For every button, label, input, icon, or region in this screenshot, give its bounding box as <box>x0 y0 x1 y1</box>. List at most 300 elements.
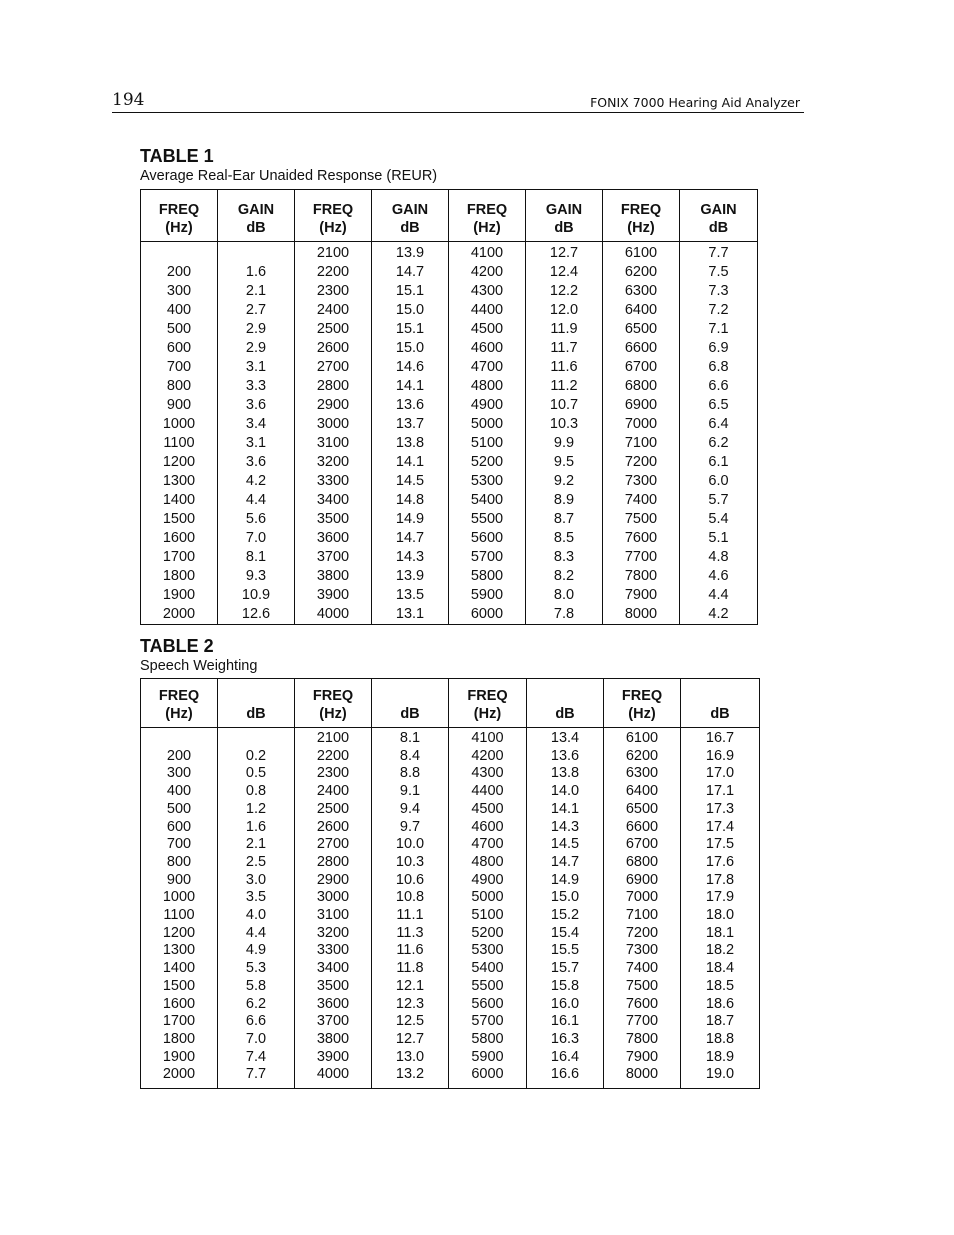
table-row <box>141 1066 760 1088</box>
gain-cell: 12.7 <box>526 242 603 264</box>
table-row <box>141 282 758 301</box>
db-cell: 5.8 <box>218 978 295 996</box>
freq-cell: 6700 <box>604 836 681 854</box>
db-cell: 17.9 <box>681 889 760 907</box>
gain-cell: 8.3 <box>526 548 603 567</box>
gain-cell: 12.0 <box>526 301 603 320</box>
db-cell: 0.8 <box>218 783 295 801</box>
gain-cell: 8.2 <box>526 567 603 586</box>
freq-cell: 4700 <box>449 836 527 854</box>
reur-table-body <box>141 242 758 625</box>
freq-cell: 7600 <box>604 996 681 1014</box>
freq-cell: 5200 <box>449 925 527 943</box>
freq-cell: 1900 <box>162 1048 196 1065</box>
db-cell: 15.5 <box>527 942 604 960</box>
freq-cell: 2500 <box>295 801 372 819</box>
freq-cell: 6500 <box>604 801 681 819</box>
freq-cell: 1300 <box>162 473 196 489</box>
db-cell: 16.9 <box>681 748 760 766</box>
freq-cell: 5400 <box>449 960 527 978</box>
freq-cell: 5100 <box>449 434 526 453</box>
gain-cell: 6.0 <box>680 472 758 491</box>
gain-cell: 13.1 <box>372 605 449 625</box>
db-cell: 8.8 <box>372 765 449 783</box>
table-row <box>141 783 760 801</box>
freq-cell: 3300 <box>295 942 372 960</box>
table-row <box>141 491 758 510</box>
freq-cell: 7400 <box>603 491 680 510</box>
gain-cell: 9.3 <box>218 567 295 586</box>
freq-cell: 7700 <box>604 1013 681 1031</box>
gain-cell: 14.5 <box>372 472 449 491</box>
gain-cell: 8.1 <box>218 548 295 567</box>
freq-cell: 1500 <box>162 511 196 527</box>
table1-title: TABLE 1 <box>140 146 214 166</box>
db-cell: 14.5 <box>527 836 604 854</box>
table-row <box>141 836 760 854</box>
gain-cell: 2.1 <box>218 282 295 301</box>
freq-cell: 7300 <box>604 942 681 960</box>
db-cell: 18.6 <box>681 996 760 1014</box>
column-header <box>295 190 372 242</box>
freq-cell: 1900 <box>162 587 196 603</box>
freq-cell: 500 <box>166 321 192 337</box>
freq-cell: 1800 <box>162 568 196 584</box>
freq-cell: 2800 <box>295 854 372 872</box>
freq-cell: 7500 <box>603 510 680 529</box>
freq-cell: 6200 <box>603 263 680 282</box>
freq-cell: 1500 <box>162 977 196 994</box>
db-cell: 16.6 <box>527 1066 604 1088</box>
gain-cell: 11.7 <box>526 339 603 358</box>
freq-cell: 7900 <box>604 1049 681 1067</box>
header-line-1: FREQ <box>158 688 200 704</box>
column-header <box>141 190 218 242</box>
table-row <box>141 960 760 978</box>
gain-cell: 11.2 <box>526 377 603 396</box>
freq-cell: 3800 <box>295 567 372 586</box>
db-cell: 13.4 <box>527 728 604 748</box>
gain-cell: 7.2 <box>680 301 758 320</box>
gain-cell: 13.7 <box>372 415 449 434</box>
gain-cell: 6.8 <box>680 358 758 377</box>
column-header <box>449 679 527 728</box>
freq-cell: 7000 <box>604 889 681 907</box>
gain-cell: 13.8 <box>372 434 449 453</box>
freq-cell: 2700 <box>295 836 372 854</box>
freq-cell: 2100 <box>295 728 372 748</box>
gain-cell: 6.9 <box>680 339 758 358</box>
gain-cell: 3.1 <box>218 358 295 377</box>
freq-cell: 2800 <box>295 377 372 396</box>
column-header <box>295 679 372 728</box>
freq-cell: 2500 <box>295 320 372 339</box>
header-line-2: dB <box>554 220 574 236</box>
freq-cell: 200 <box>166 264 192 280</box>
db-cell: 19.0 <box>681 1066 760 1088</box>
gain-cell: 6.6 <box>680 377 758 396</box>
gain-cell: 14.7 <box>372 529 449 548</box>
db-cell: 11.1 <box>372 907 449 925</box>
table-row <box>141 586 758 605</box>
freq-cell: 4900 <box>449 872 527 890</box>
db-cell: 8.1 <box>372 728 449 748</box>
gain-cell: 5.6 <box>218 510 295 529</box>
freq-cell: 5000 <box>449 889 527 907</box>
freq-cell: 1300 <box>162 942 196 959</box>
freq-cell: 7100 <box>603 434 680 453</box>
table1-subtitle: Average Real-Ear Unaided Response (REUR) <box>140 168 438 184</box>
gain-cell: 3.1 <box>218 434 295 453</box>
gain-cell: 12.4 <box>526 263 603 282</box>
page-number: 194 <box>112 90 145 110</box>
freq-cell: 7400 <box>604 960 681 978</box>
freq-cell: 3100 <box>295 907 372 925</box>
gain-cell: 8.9 <box>526 491 603 510</box>
db-cell: 17.3 <box>681 801 760 819</box>
freq-cell: 300 <box>166 765 192 782</box>
db-cell: 14.9 <box>527 872 604 890</box>
freq-cell: 7800 <box>604 1031 681 1049</box>
column-header <box>603 190 680 242</box>
db-cell: 4.4 <box>218 925 295 943</box>
freq-cell: 400 <box>166 783 192 800</box>
gain-cell: 3.4 <box>218 415 295 434</box>
freq-cell: 4400 <box>449 783 527 801</box>
gain-cell: 7.1 <box>680 320 758 339</box>
freq-cell: 3000 <box>295 415 372 434</box>
freq-cell: 7600 <box>603 529 680 548</box>
freq-cell: 4300 <box>449 765 527 783</box>
gain-cell: 10.7 <box>526 396 603 415</box>
table-row <box>141 396 758 415</box>
reur-table-header <box>141 190 758 242</box>
header-line-2: (Hz) <box>165 706 193 722</box>
db-cell: 10.3 <box>372 854 449 872</box>
db-cell: 3.0 <box>218 872 295 890</box>
freq-cell: 5900 <box>449 586 526 605</box>
db-cell: 4.0 <box>218 907 295 925</box>
gain-cell: 3.3 <box>218 377 295 396</box>
db-cell: 11.6 <box>372 942 449 960</box>
gain-cell: 4.2 <box>680 605 758 625</box>
freq-cell: 6300 <box>603 282 680 301</box>
db-cell: 18.1 <box>681 925 760 943</box>
freq-cell: 6300 <box>604 765 681 783</box>
running-head: FONIX 7000 Hearing Aid Analyzer <box>590 95 800 110</box>
freq-cell: 700 <box>166 359 192 375</box>
header-line-1: FREQ <box>466 202 508 218</box>
freq-cell: 1000 <box>162 889 196 906</box>
gain-cell: 4.6 <box>680 567 758 586</box>
gain-cell: 6.4 <box>680 415 758 434</box>
gain-cell: 13.6 <box>372 396 449 415</box>
freq-cell: 1400 <box>162 960 196 977</box>
header-row <box>141 679 760 728</box>
freq-cell: 3500 <box>295 510 372 529</box>
freq-cell: 4000 <box>295 1066 372 1088</box>
table-row <box>141 748 760 766</box>
db-cell: 7.0 <box>218 1031 295 1049</box>
freq-cell: 7000 <box>603 415 680 434</box>
db-cell: 18.4 <box>681 960 760 978</box>
freq-cell: 1600 <box>162 530 196 546</box>
column-header <box>218 679 295 728</box>
gain-cell: 5.4 <box>680 510 758 529</box>
db-cell: 15.4 <box>527 925 604 943</box>
db-cell: 7.7 <box>218 1066 295 1088</box>
db-cell: 1.2 <box>218 801 295 819</box>
db-cell: 18.0 <box>681 907 760 925</box>
table2-title: TABLE 2 <box>140 636 214 656</box>
db-cell: 14.0 <box>527 783 604 801</box>
header-line-2: (Hz) <box>628 706 656 722</box>
db-cell: 9.1 <box>372 783 449 801</box>
table-row <box>141 872 760 890</box>
gain-cell: 14.1 <box>372 377 449 396</box>
freq-cell: 7200 <box>603 453 680 472</box>
gain-cell: 13.9 <box>372 567 449 586</box>
table-row <box>141 1049 760 1067</box>
freq-cell: 6500 <box>603 320 680 339</box>
db-cell: 8.4 <box>372 748 449 766</box>
table-row <box>141 728 760 748</box>
column-header <box>218 190 295 242</box>
table-row <box>141 263 758 282</box>
freq-cell: 6000 <box>449 1066 527 1088</box>
freq-cell: 6200 <box>604 748 681 766</box>
table-row <box>141 1031 760 1049</box>
gain-cell: 5.7 <box>680 491 758 510</box>
freq-cell: 5300 <box>449 472 526 491</box>
table-row <box>141 415 758 434</box>
freq-cell: 5900 <box>449 1049 527 1067</box>
freq-cell: 3300 <box>295 472 372 491</box>
table-row <box>141 358 758 377</box>
freq-cell: 4100 <box>449 728 527 748</box>
freq-cell: 4200 <box>449 748 527 766</box>
freq-cell: 5400 <box>449 491 526 510</box>
table-row <box>141 978 760 996</box>
gain-cell: 15.1 <box>372 320 449 339</box>
freq-cell: 3100 <box>295 434 372 453</box>
header-line-1 <box>527 687 603 705</box>
freq-cell: 200 <box>166 747 192 764</box>
freq-cell: 3700 <box>295 548 372 567</box>
freq-cell: 4500 <box>449 320 526 339</box>
gain-cell: 10.9 <box>218 586 295 605</box>
header-line-2: dB <box>400 220 420 236</box>
freq-cell: 900 <box>166 397 192 413</box>
table-row <box>141 765 760 783</box>
freq-cell: 4000 <box>295 605 372 625</box>
speech-weighting-table-body <box>141 728 760 1089</box>
gain-cell: 14.8 <box>372 491 449 510</box>
freq-cell: 5300 <box>449 942 527 960</box>
table-row <box>141 925 760 943</box>
freq-cell: 5600 <box>449 529 526 548</box>
freq-cell: 5700 <box>449 1013 527 1031</box>
freq-cell: 6100 <box>604 728 681 748</box>
db-cell: 7.4 <box>218 1049 295 1067</box>
column-header <box>526 190 603 242</box>
gain-cell: 9.9 <box>526 434 603 453</box>
gain-cell: 14.7 <box>372 263 449 282</box>
gain-cell: 13.9 <box>372 242 449 264</box>
db-cell: 10.8 <box>372 889 449 907</box>
db-cell: 0.5 <box>218 765 295 783</box>
table-row <box>141 854 760 872</box>
freq-cell: 1400 <box>162 492 196 508</box>
db-cell: 10.0 <box>372 836 449 854</box>
gain-cell: 7.3 <box>680 282 758 301</box>
db-cell: 12.5 <box>372 1013 449 1031</box>
table-row <box>141 567 758 586</box>
freq-cell: 4100 <box>449 242 526 264</box>
freq-cell: 3600 <box>295 529 372 548</box>
freq-cell: 2600 <box>295 339 372 358</box>
freq-cell: 600 <box>166 340 192 356</box>
db-cell: 16.0 <box>527 996 604 1014</box>
gain-cell: 14.9 <box>372 510 449 529</box>
gain-cell: 11.9 <box>526 320 603 339</box>
freq-cell: 2200 <box>295 263 372 282</box>
gain-cell: 7.0 <box>218 529 295 548</box>
freq-cell: 2300 <box>295 765 372 783</box>
db-cell: 16.7 <box>681 728 760 748</box>
db-cell: 9.4 <box>372 801 449 819</box>
db-cell: 13.6 <box>527 748 604 766</box>
db-cell: 15.8 <box>527 978 604 996</box>
header-line-2: (Hz) <box>473 706 502 722</box>
freq-cell: 1200 <box>162 454 196 470</box>
table-row <box>141 548 758 567</box>
freq-cell: 1000 <box>162 416 196 432</box>
table-row <box>141 242 758 264</box>
gain-cell: 6.1 <box>680 453 758 472</box>
freq-cell: 5700 <box>449 548 526 567</box>
db-cell: 17.0 <box>681 765 760 783</box>
table-row <box>141 819 760 837</box>
gain-cell: 8.0 <box>526 586 603 605</box>
db-cell: 2.5 <box>218 854 295 872</box>
freq-cell: 1600 <box>162 995 196 1012</box>
page-header <box>112 90 804 113</box>
freq-cell: 2900 <box>295 396 372 415</box>
gain-cell: 8.5 <box>526 529 603 548</box>
freq-cell: 800 <box>166 378 192 394</box>
table-row <box>141 801 760 819</box>
gain-cell: 15.0 <box>372 301 449 320</box>
header-line-2: dB <box>400 706 420 722</box>
db-cell: 18.8 <box>681 1031 760 1049</box>
gain-cell: 6.2 <box>680 434 758 453</box>
header-line-1: FREQ <box>467 688 508 704</box>
freq-cell: 3900 <box>295 1049 372 1067</box>
db-cell: 18.7 <box>681 1013 760 1031</box>
freq-cell: 2300 <box>295 282 372 301</box>
gain-cell: 7.8 <box>526 605 603 625</box>
gain-cell: 15.1 <box>372 282 449 301</box>
header-line-2: (Hz) <box>473 220 501 236</box>
header-line-2: (Hz) <box>319 220 347 236</box>
freq-cell: 5600 <box>449 996 527 1014</box>
gain-cell: 12.2 <box>526 282 603 301</box>
db-cell: 12.3 <box>372 996 449 1014</box>
freq-cell: 4500 <box>449 801 527 819</box>
table2-subtitle: Speech Weighting <box>140 658 258 674</box>
freq-cell: 7500 <box>604 978 681 996</box>
db-cell: 1.6 <box>218 819 295 837</box>
freq-cell: 500 <box>166 800 192 817</box>
table-row <box>141 605 758 625</box>
freq-cell <box>141 242 218 264</box>
header-line-1: FREQ <box>312 688 354 704</box>
header-line-1 <box>372 687 448 705</box>
gain-cell: 12.6 <box>218 605 295 625</box>
freq-cell: 8000 <box>603 605 680 625</box>
freq-cell: 3600 <box>295 996 372 1014</box>
freq-cell: 3400 <box>295 491 372 510</box>
freq-cell: 6400 <box>603 301 680 320</box>
table-row <box>141 942 760 960</box>
table-row <box>141 377 758 396</box>
db-cell: 4.9 <box>218 942 295 960</box>
db-cell: 13.0 <box>372 1049 449 1067</box>
column-header <box>449 190 526 242</box>
gain-cell: 15.0 <box>372 339 449 358</box>
freq-cell: 1100 <box>163 907 195 924</box>
gain-cell: 14.1 <box>372 453 449 472</box>
freq-cell: 3700 <box>295 1013 372 1031</box>
freq-cell: 6800 <box>604 854 681 872</box>
db-cell: 18.2 <box>681 942 760 960</box>
gain-cell: 13.5 <box>372 586 449 605</box>
gain-cell: 2.9 <box>218 320 295 339</box>
freq-cell: 1800 <box>162 1030 196 1047</box>
gain-cell: 9.5 <box>526 453 603 472</box>
db-cell: 16.4 <box>527 1049 604 1067</box>
freq-cell: 4900 <box>449 396 526 415</box>
db-cell: 17.4 <box>681 819 760 837</box>
freq-cell: 1700 <box>162 1013 196 1030</box>
freq-cell: 2000 <box>162 1066 196 1083</box>
header-line-1 <box>681 687 759 705</box>
db-cell: 14.3 <box>527 819 604 837</box>
freq-cell: 2400 <box>295 301 372 320</box>
gain-cell: 3.6 <box>218 453 295 472</box>
freq-cell: 1200 <box>162 924 196 941</box>
gain-cell: 14.6 <box>372 358 449 377</box>
db-cell: 6.6 <box>218 1013 295 1031</box>
gain-cell <box>218 242 295 264</box>
header-line-1: GAIN <box>700 202 737 218</box>
freq-cell: 7800 <box>603 567 680 586</box>
freq-cell: 5500 <box>449 978 527 996</box>
table-row <box>141 889 760 907</box>
header-line-2: (Hz) <box>627 220 655 236</box>
header-line-1: GAIN <box>391 202 429 218</box>
freq-cell: 5500 <box>449 510 526 529</box>
freq-cell: 3400 <box>295 960 372 978</box>
freq-cell: 6600 <box>603 339 680 358</box>
freq-cell: 4300 <box>449 282 526 301</box>
gain-cell: 1.6 <box>218 263 295 282</box>
freq-cell: 7200 <box>604 925 681 943</box>
gain-cell: 11.6 <box>526 358 603 377</box>
freq-cell: 8000 <box>604 1066 681 1088</box>
table-row <box>141 453 758 472</box>
